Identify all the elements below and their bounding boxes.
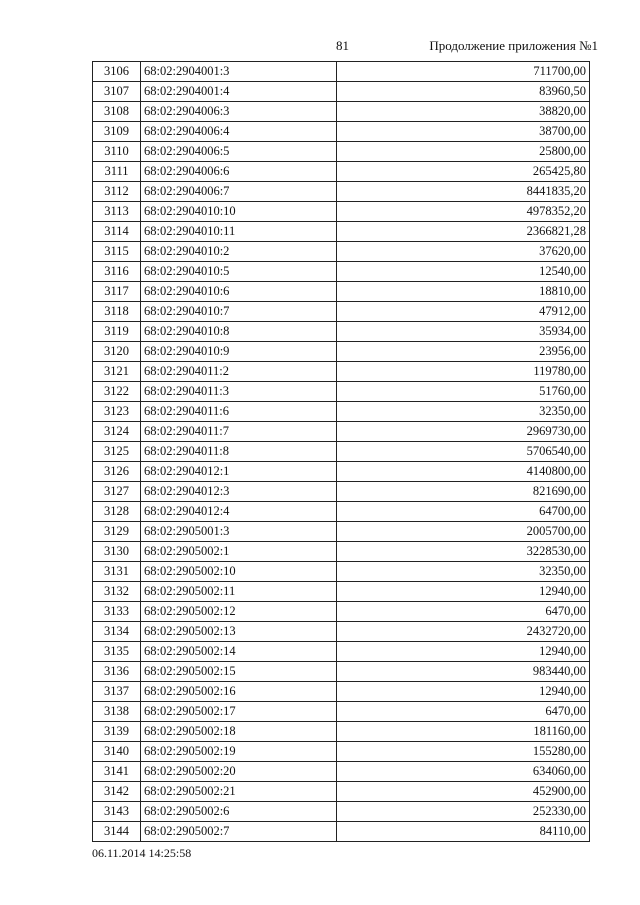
table-row <box>93 222 590 242</box>
cadastral-number-cell: 68:02:2904011:6 <box>141 402 337 422</box>
cadastral-value-cell: 83960,50 <box>337 82 590 102</box>
cadastral-value-cell: 2969730,00 <box>337 422 590 442</box>
table-row <box>93 482 590 502</box>
cadastral-number-cell: 68:02:2904010:10 <box>141 202 337 222</box>
table-row <box>93 702 590 722</box>
cadastral-value-cell: 38700,00 <box>337 122 590 142</box>
cadastral-number-cell: 68:02:2905002:12 <box>141 602 337 622</box>
cadastral-value-cell: 4978352,20 <box>337 202 590 222</box>
cadastral-value-cell: 37620,00 <box>337 242 590 262</box>
cadastral-number-cell: 68:02:2904006:5 <box>141 142 337 162</box>
table-row <box>93 142 590 162</box>
row-number-cell: 3130 <box>93 542 141 562</box>
row-number-cell: 3137 <box>93 682 141 702</box>
row-number-cell: 3134 <box>93 622 141 642</box>
row-number-cell: 3132 <box>93 582 141 602</box>
table-row <box>93 422 590 442</box>
table-row <box>93 522 590 542</box>
cadastral-number-cell: 68:02:2904010:8 <box>141 322 337 342</box>
cadastral-number-cell: 68:02:2905002:13 <box>141 622 337 642</box>
row-number-cell: 3116 <box>93 262 141 282</box>
cadastral-value-cell: 84110,00 <box>337 822 590 842</box>
table-row <box>93 182 590 202</box>
cadastral-number-cell: 68:02:2905002:20 <box>141 762 337 782</box>
table-row <box>93 662 590 682</box>
cadastral-value-cell: 181160,00 <box>337 722 590 742</box>
table-row <box>93 102 590 122</box>
row-number-cell: 3135 <box>93 642 141 662</box>
cadastral-value-cell: 452900,00 <box>337 782 590 802</box>
cadastral-number-cell: 68:02:2905002:14 <box>141 642 337 662</box>
cadastral-number-cell: 68:02:2904010:2 <box>141 242 337 262</box>
print-timestamp: 06.11.2014 14:25:58 <box>92 846 192 860</box>
table-row <box>93 762 590 782</box>
cadastral-value-cell: 51760,00 <box>337 382 590 402</box>
row-number-cell: 3109 <box>93 122 141 142</box>
cadastral-number-cell: 68:02:2904010:6 <box>141 282 337 302</box>
table-row <box>93 642 590 662</box>
row-number-cell: 3112 <box>93 182 141 202</box>
row-number-cell: 3117 <box>93 282 141 302</box>
row-number-cell: 3123 <box>93 402 141 422</box>
table-row <box>93 582 590 602</box>
row-number-cell: 3128 <box>93 502 141 522</box>
row-number-cell: 3140 <box>93 742 141 762</box>
cadastral-number-cell: 68:02:2905002:6 <box>141 802 337 822</box>
cadastral-number-cell: 68:02:2904010:11 <box>141 222 337 242</box>
row-number-cell: 3119 <box>93 322 141 342</box>
table-row <box>93 62 590 82</box>
table-row <box>93 822 590 842</box>
row-number-cell: 3125 <box>93 442 141 462</box>
row-number-cell: 3144 <box>93 822 141 842</box>
table-row <box>93 742 590 762</box>
table-row <box>93 402 590 422</box>
cadastral-value-cell: 6470,00 <box>337 702 590 722</box>
page-number: 81 <box>336 38 349 53</box>
cadastral-value-cell: 2432720,00 <box>337 622 590 642</box>
row-number-cell: 3127 <box>93 482 141 502</box>
cadastral-number-cell: 68:02:2905002:11 <box>141 582 337 602</box>
cadastral-number-cell: 68:02:2904012:3 <box>141 482 337 502</box>
cadastral-number-cell: 68:02:2904001:4 <box>141 82 337 102</box>
cadastral-value-table <box>92 61 590 842</box>
cadastral-value-cell: 64700,00 <box>337 502 590 522</box>
table-row <box>93 362 590 382</box>
row-number-cell: 3131 <box>93 562 141 582</box>
table-row <box>93 202 590 222</box>
cadastral-number-cell: 68:02:2904010:5 <box>141 262 337 282</box>
table-row <box>93 122 590 142</box>
cadastral-value-cell: 23956,00 <box>337 342 590 362</box>
cadastral-number-cell: 68:02:2904006:4 <box>141 122 337 142</box>
row-number-cell: 3111 <box>93 162 141 182</box>
cadastral-number-cell: 68:02:2904011:3 <box>141 382 337 402</box>
cadastral-value-cell: 3228530,00 <box>337 542 590 562</box>
row-number-cell: 3115 <box>93 242 141 262</box>
table-row <box>93 442 590 462</box>
cadastral-number-cell: 68:02:2905002:17 <box>141 702 337 722</box>
cadastral-value-cell: 711700,00 <box>337 62 590 82</box>
cadastral-number-cell: 68:02:2904011:8 <box>141 442 337 462</box>
cadastral-number-cell: 68:02:2905002:10 <box>141 562 337 582</box>
cadastral-number-cell: 68:02:2904011:2 <box>141 362 337 382</box>
cadastral-number-cell: 68:02:2904006:6 <box>141 162 337 182</box>
cadastral-value-cell: 5706540,00 <box>337 442 590 462</box>
row-number-cell: 3118 <box>93 302 141 322</box>
table-body <box>93 62 590 842</box>
cadastral-number-cell: 68:02:2905002:18 <box>141 722 337 742</box>
table-row <box>93 382 590 402</box>
table-row <box>93 242 590 262</box>
row-number-cell: 3143 <box>93 802 141 822</box>
cadastral-value-cell: 983440,00 <box>337 662 590 682</box>
cadastral-number-cell: 68:02:2905001:3 <box>141 522 337 542</box>
cadastral-value-cell: 47912,00 <box>337 302 590 322</box>
cadastral-number-cell: 68:02:2905002:21 <box>141 782 337 802</box>
cadastral-value-cell: 119780,00 <box>337 362 590 382</box>
cadastral-value-cell: 155280,00 <box>337 742 590 762</box>
cadastral-number-cell: 68:02:2905002:15 <box>141 662 337 682</box>
cadastral-number-cell: 68:02:2905002:16 <box>141 682 337 702</box>
table-row <box>93 282 590 302</box>
cadastral-value-cell: 821690,00 <box>337 482 590 502</box>
row-number-cell: 3110 <box>93 142 141 162</box>
row-number-cell: 3141 <box>93 762 141 782</box>
table-row <box>93 682 590 702</box>
cadastral-value-cell: 6470,00 <box>337 602 590 622</box>
row-number-cell: 3108 <box>93 102 141 122</box>
row-number-cell: 3124 <box>93 422 141 442</box>
cadastral-value-cell: 252330,00 <box>337 802 590 822</box>
row-number-cell: 3106 <box>93 62 141 82</box>
row-number-cell: 3113 <box>93 202 141 222</box>
cadastral-value-cell: 32350,00 <box>337 402 590 422</box>
cadastral-number-cell: 68:02:2904012:1 <box>141 462 337 482</box>
table-row <box>93 262 590 282</box>
cadastral-number-cell: 68:02:2904006:3 <box>141 102 337 122</box>
cadastral-number-cell: 68:02:2904001:3 <box>141 62 337 82</box>
cadastral-value-cell: 8441835,20 <box>337 182 590 202</box>
cadastral-value-cell: 4140800,00 <box>337 462 590 482</box>
cadastral-value-cell: 12940,00 <box>337 682 590 702</box>
table-row <box>93 302 590 322</box>
cadastral-value-cell: 25800,00 <box>337 142 590 162</box>
cadastral-value-cell: 2005700,00 <box>337 522 590 542</box>
table-row <box>93 82 590 102</box>
cadastral-value-cell: 634060,00 <box>337 762 590 782</box>
row-number-cell: 3133 <box>93 602 141 622</box>
cadastral-value-cell: 18810,00 <box>337 282 590 302</box>
table-row <box>93 502 590 522</box>
cadastral-value-cell: 35934,00 <box>337 322 590 342</box>
table-row <box>93 322 590 342</box>
cadastral-value-cell: 12540,00 <box>337 262 590 282</box>
row-number-cell: 3122 <box>93 382 141 402</box>
table-row <box>93 782 590 802</box>
cadastral-number-cell: 68:02:2905002:7 <box>141 822 337 842</box>
row-number-cell: 3114 <box>93 222 141 242</box>
cadastral-value-cell: 265425,80 <box>337 162 590 182</box>
row-number-cell: 3136 <box>93 662 141 682</box>
cadastral-value-cell: 38820,00 <box>337 102 590 122</box>
cadastral-value-cell: 12940,00 <box>337 582 590 602</box>
appendix-continuation-note: Продолжение приложения №1 <box>429 38 598 53</box>
table-row <box>93 722 590 742</box>
cadastral-value-cell: 12940,00 <box>337 642 590 662</box>
cadastral-value-cell: 32350,00 <box>337 562 590 582</box>
table-row <box>93 802 590 822</box>
table-row <box>93 622 590 642</box>
cadastral-value-cell: 2366821,28 <box>337 222 590 242</box>
cadastral-number-cell: 68:02:2905002:1 <box>141 542 337 562</box>
row-number-cell: 3126 <box>93 462 141 482</box>
cadastral-number-cell: 68:02:2904011:7 <box>141 422 337 442</box>
row-number-cell: 3120 <box>93 342 141 362</box>
table-row <box>93 562 590 582</box>
row-number-cell: 3139 <box>93 722 141 742</box>
cadastral-number-cell: 68:02:2904010:9 <box>141 342 337 362</box>
row-number-cell: 3138 <box>93 702 141 722</box>
cadastral-number-cell: 68:02:2904010:7 <box>141 302 337 322</box>
table-row <box>93 462 590 482</box>
row-number-cell: 3142 <box>93 782 141 802</box>
cadastral-number-cell: 68:02:2904006:7 <box>141 182 337 202</box>
table-row <box>93 162 590 182</box>
row-number-cell: 3129 <box>93 522 141 542</box>
cadastral-number-cell: 68:02:2905002:19 <box>141 742 337 762</box>
row-number-cell: 3121 <box>93 362 141 382</box>
table-row <box>93 542 590 562</box>
row-number-cell: 3107 <box>93 82 141 102</box>
table-row <box>93 342 590 362</box>
table-row <box>93 602 590 622</box>
cadastral-number-cell: 68:02:2904012:4 <box>141 502 337 522</box>
